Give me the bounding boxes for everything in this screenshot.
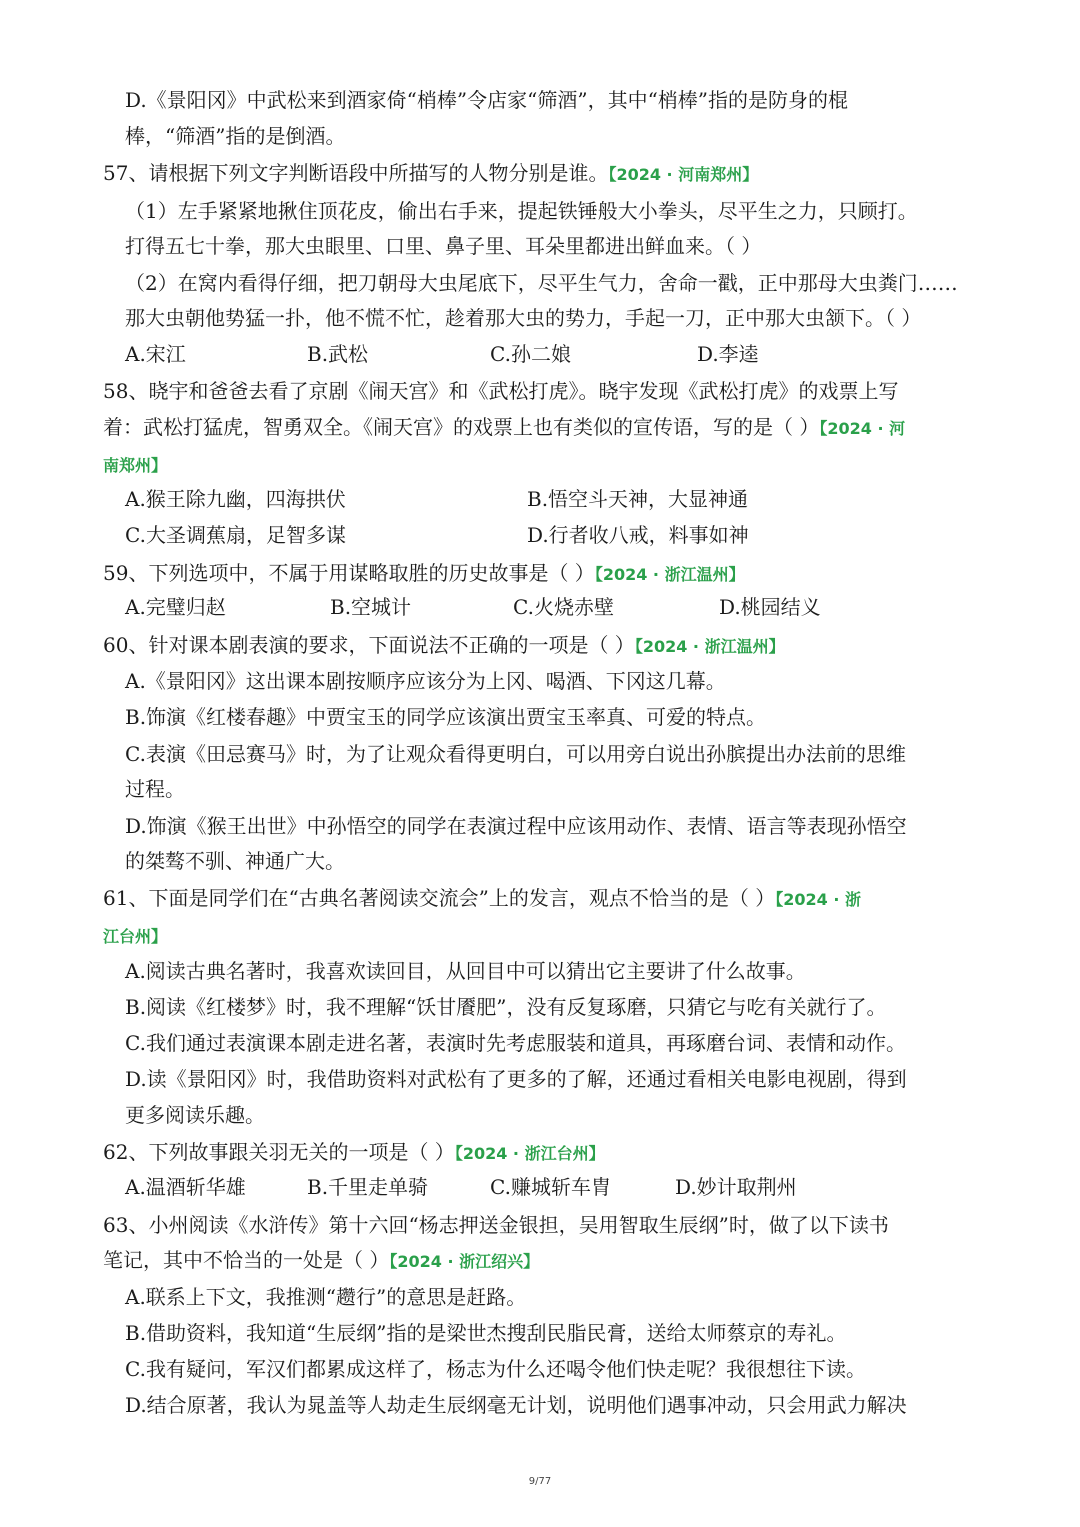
q57-option-b: B.武松 [307,342,369,366]
q63-stem-line2-text: 笔记，其中不恰当的一处是（ ） [103,1248,390,1272]
q58-source-tag-part1: 【2024 · 河 [819,419,906,438]
q62-source-tag: 【2024 · 浙江台州】 [454,1144,605,1163]
q59-source-tag: 【2024 · 浙江温州】 [594,565,745,584]
q56-option-d-line2: 棒，“筛酒”指的是倒酒。 [125,124,346,148]
q60-option-b: B.饰演《红楼春趣》中贾宝玉的同学应该演出贾宝玉率真、可爱的特点。 [125,705,767,729]
q59-stem [103,559,1080,589]
q60-stem-text: 60、针对课本剧表演的要求，下面说法不正确的一项是（ ） [103,633,635,657]
q58-option-d: D.行者收八戒，料事如神 [527,523,749,547]
q61-option-d-line2: 更多阅读乐趣。 [125,1103,265,1127]
q58-options-row2 [0,521,1080,549]
q59-option-c: C.火烧赤壁 [513,595,614,619]
q61-source-tag-part2-text: 江台州】 [103,927,168,946]
q61-option-d-line1: D.读《景阳冈》时，我借助资料对武松有了更多的了解，还通过看相关电影电视剧，得到 [125,1067,907,1091]
q61-option-a: A.阅读古典名著时，我喜欢读回目，从回目中可以猜出它主要讲了什么故事。 [125,959,806,983]
q57-option-c: C.孙二娘 [490,342,571,366]
q60-option-a: A.《景阳冈》这出课本剧按顺序应该分为上冈、喝酒、下冈这几幕。 [125,669,726,693]
q61-source-tag-part2 [103,921,1080,951]
q62-option-c: C.赚城斩车胄 [490,1175,611,1199]
page-number: 9/77 [528,1476,552,1487]
q58-options-row1 [0,485,1080,513]
q58-source-tag-part2 [103,450,1080,480]
q63-option-c: C.我有疑问，军汉们都累成这样了，杨志为什么还喝令他们快走呢？我很想往下读。 [125,1357,866,1381]
q58-option-c: C.大圣调蕉扇，足智多谋 [125,523,346,547]
q61-stem-line1 [103,884,1080,914]
q62-stem-text: 62、下列故事跟关羽无关的一项是（ ） [103,1140,455,1164]
q59-option-d: D.桃园结义 [719,595,821,619]
q61-option-b: B.阅读《红楼梦》时，我不理解“饫甘餍肥”，没有反复琢磨，只猜它与吃有关就行了。 [125,995,887,1019]
q63-option-a: A.联系上下文，我推测“趱行”的意思是赶路。 [125,1285,527,1309]
q58-source-tag-part2-text: 南郑州】 [103,456,168,475]
q57-passage1-line2: 打得五七十拳，那大虫眼里、口里、鼻子里、耳朵里都进出鲜血来。（ ） [125,234,762,258]
q60-option-d-line1: D.饰演《猴王出世》中孙悟空的同学在表演过程中应该用动作、表情、语言等表现孙悟空 [125,814,907,838]
q60-option-c-line1: C.表演《田忌赛马》时，为了让观众看得更明白，可以用旁白说出孙膑提出办法前的思维 [125,742,906,766]
q60-stem [103,631,1080,661]
q61-option-c: C.我们通过表演课本剧走进名著，表演时先考虑服装和道具，再琢磨台词、表情和动作。 [125,1031,906,1055]
q56-option-d-line1: D.《景阳冈》中武松来到酒家倚“梢棒”令店家“筛酒”，其中“梢棒”指的是防身的棍 [125,88,849,112]
q62-option-d: D.妙计取荆州 [675,1175,797,1199]
q57-stem-text: 57、请根据下列文字判断语段中所描写的人物分别是谁。 [103,161,609,185]
q63-option-b: B.借助资料，我知道“生辰纲”指的是梁世杰搜刮民脂民膏，送给太师蔡京的寿礼。 [125,1321,847,1345]
q57-passage2-line1: （2）在窝内看得仔细，把刀朝母大虫尾底下，尽平生气力，舍命一戳，正中那母大虫粪门…… [125,271,958,295]
q63-source-tag: 【2024 · 浙江绍兴】 [389,1252,540,1271]
q57-options [0,340,1080,368]
q59-option-b: B.空城计 [330,595,412,619]
q57-passage1-line1: （1）左手紧紧地揪住顶花皮，偷出右手来，提起铁锤般大小拳头，尽平生之力，只顾打。 [125,199,918,223]
q60-source-tag: 【2024 · 浙江温州】 [634,637,785,656]
q59-options [0,593,1080,621]
q62-option-a: A.温酒斩华雄 [125,1175,246,1199]
q60-option-d-line2: 的桀骜不驯、神通广大。 [125,849,345,873]
q57-passage2-line2: 那大虫朝他势猛一扑，他不慌不忙，趁着那大虫的势力，手起一刀，正中那大虫颔下。（ ） [125,306,922,330]
q63-option-d: D.结合原著，我认为晁盖等人劫走生辰纲毫无计划，说明他们遇事冲动，只会用武力解决 [125,1393,907,1417]
q58-option-b: B.悟空斗天神，大显神通 [527,487,749,511]
q63-stem-line1: 63、小州阅读《水浒传》第十六回“杨志押送金银担，吴用智取生辰纲”时，做了以下读书 [103,1213,889,1237]
q59-option-a: A.完璧归赵 [125,595,226,619]
q57-option-a: A.宋江 [125,342,186,366]
q62-option-b: B.千里走单骑 [307,1175,429,1199]
q61-source-tag-part1: 【2024 · 浙 [775,890,862,909]
q57-option-d: D.李逵 [697,342,759,366]
q58-option-a: A.猴王除九幽，四海拱伏 [125,487,346,511]
q58-stem-line1: 58、晓宇和爸爸去看了京剧《闹天宫》和《武松打虎》。晓宇发现《武松打虎》的戏票上写 [103,379,899,403]
q62-options [0,1173,1080,1201]
q62-stem [103,1138,1080,1168]
q58-stem-line2-text: 着：武松打猛虎，智勇双全。《闹天宫》的戏票上也有类似的宣传语，写的是（ ） [103,415,820,439]
q58-stem-line2 [103,413,1080,443]
q60-option-c-line2: 过程。 [125,777,185,801]
q63-stem-line2 [103,1246,1080,1276]
q57-stem [103,159,1080,189]
q57-source-tag: 【2024 · 河南郑州】 [608,165,759,184]
q61-stem-text: 61、下面是同学们在“古典名著阅读交流会”上的发言，观点不恰当的是（ ） [103,886,776,910]
q59-stem-text: 59、下列选项中，不属于用谋略取胜的历史故事是（ ） [103,561,595,585]
